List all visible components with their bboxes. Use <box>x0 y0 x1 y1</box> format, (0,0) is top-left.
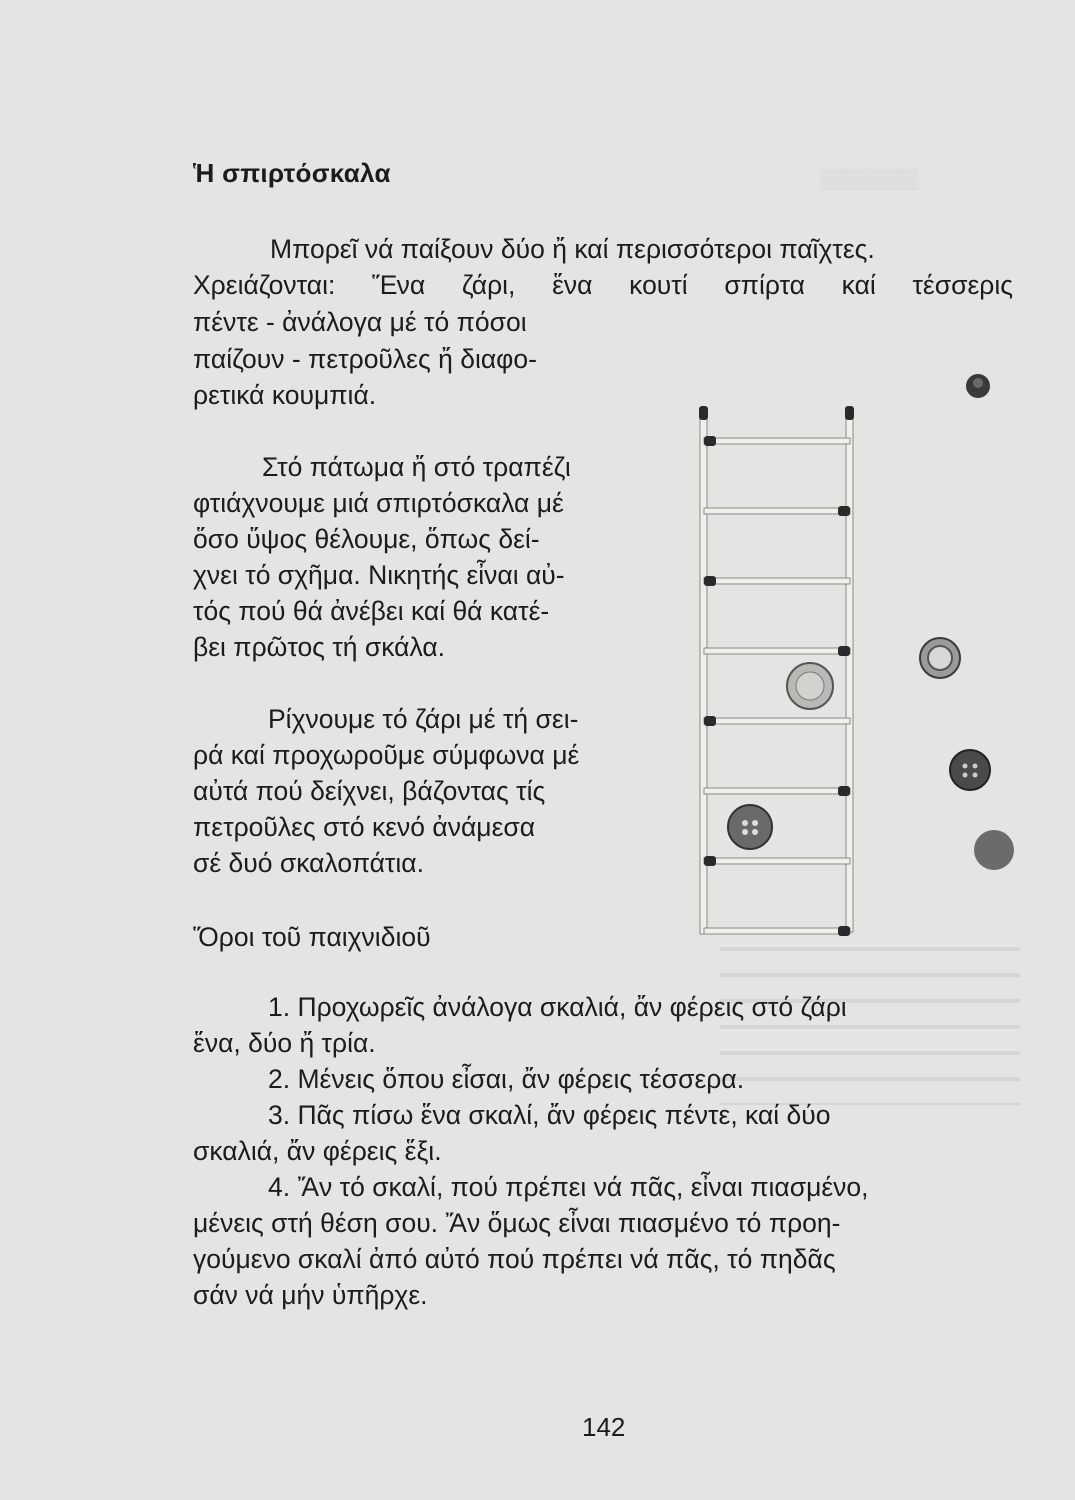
button-piece <box>787 663 833 709</box>
rule-line: γούμενο σκαλί ἀπό αὐτό πού πρέπει νά πᾶς, τό πηδᾶς <box>193 1244 836 1274</box>
rule-line: ἕνα, δύο ἤ τρία. <box>193 1028 376 1058</box>
rule-line: σάν νά μήν ὑπῆρχε. <box>193 1280 428 1310</box>
intro-line: Χρειάζονται: Ἕνα ζάρι, ἕνα κουτί σπίρτα καί τέσσερις <box>193 270 1013 300</box>
ladder-rung <box>704 508 850 514</box>
intro-line: ρετικά κουμπιά. <box>193 380 377 410</box>
page-title: Ἡ σπιρτόσκαλα <box>193 158 391 188</box>
rule-line: σκαλιά, ἄν φέρεις ἕξι. <box>193 1136 442 1166</box>
right-rail <box>846 412 853 932</box>
match-head <box>838 926 850 936</box>
match-head <box>845 406 854 420</box>
ladder-rung <box>704 718 850 724</box>
match-head <box>838 506 850 516</box>
button-piece <box>974 830 1014 870</box>
match-head <box>704 436 716 446</box>
button-piece <box>950 750 990 790</box>
play-line: Ρίχνουμε τό ζάρι μέ τή σει- <box>268 704 579 734</box>
play-line: αὐτά πού δείχνει, βάζοντας τίς <box>193 776 546 806</box>
setup-line: Στό πάτωμα ἤ στό τραπέζι <box>262 452 571 482</box>
setup-line: βει πρῶτος τή σκάλα. <box>193 632 446 662</box>
setup-line: φτιάχνουμε μιά σπιρτόσκαλα μέ <box>193 488 564 518</box>
setup-line: χνει τό σχῆμα. Νικητής εἶναι αὐ- <box>193 560 565 590</box>
rule-line: 3. Πᾶς πίσω ἕνα σκαλί, ἄν φέρεις πέντε, καί δύο <box>268 1100 831 1130</box>
rule-line: 4. Ἄν τό σκαλί, πού πρέπει νά πᾶς, εἶναι πιασμένο, <box>268 1172 869 1202</box>
left-rail <box>700 412 707 934</box>
button-piece <box>966 374 990 398</box>
rule-line: μένεις στή θέση σου. Ἄν ὅμως εἶναι πιασμένο τό προη- <box>193 1208 841 1238</box>
ladder-rung <box>704 648 850 654</box>
rule-line: 2. Μένεις ὅπου εἶσαι, ἄν φέρεις τέσσερα. <box>268 1064 745 1094</box>
ladder-rails <box>699 406 854 934</box>
rules-heading: Ὅροι τοῦ παιχνιδιοῦ <box>193 922 431 952</box>
rule-line: 1. Προχωρεῖς ἀνάλογα σκαλιά, ἄν φέρεις στό ζάρι <box>268 992 847 1022</box>
play-line: ρά καί προχωροῦμε σύμφωνα μέ <box>193 740 580 770</box>
ladder-rung <box>704 578 850 584</box>
match-head <box>704 856 716 866</box>
button-piece <box>728 805 772 849</box>
matchstick-ladder-illustration <box>660 360 1020 940</box>
bleed-through-text: ▒▒▒▒▒▒▒ <box>820 168 920 190</box>
ladder-rung <box>704 928 850 934</box>
game-pieces <box>728 374 1014 870</box>
setup-line: ὅσο ὕψος θέλουμε, ὅπως δεί- <box>193 524 540 554</box>
ladder-rung <box>704 788 850 794</box>
intro-line: παίζουν - πετροῦλες ἤ διαφο- <box>193 344 537 374</box>
ladder-rung <box>704 858 850 864</box>
page-number: 142 <box>582 1412 626 1442</box>
button-piece <box>920 638 960 678</box>
match-head <box>838 786 850 796</box>
ladder-rung <box>704 438 850 444</box>
match-head <box>838 646 850 656</box>
setup-line: τός πού θά ἀνέβει καί θά κατέ- <box>193 596 550 626</box>
play-line: πετροῦλες στό κενό ἀνάμεσα <box>193 812 536 842</box>
play-line: σέ δυό σκαλοπάτια. <box>193 848 424 878</box>
match-head <box>704 576 716 586</box>
match-head <box>699 406 708 420</box>
match-head <box>704 716 716 726</box>
intro-line: Μπορεῖ νά παίξουν δύο ἤ καί περισσότεροι παῖχτες. <box>270 234 875 264</box>
intro-line: πέντε - ἀνάλογα μέ τό πόσοι <box>193 307 527 337</box>
